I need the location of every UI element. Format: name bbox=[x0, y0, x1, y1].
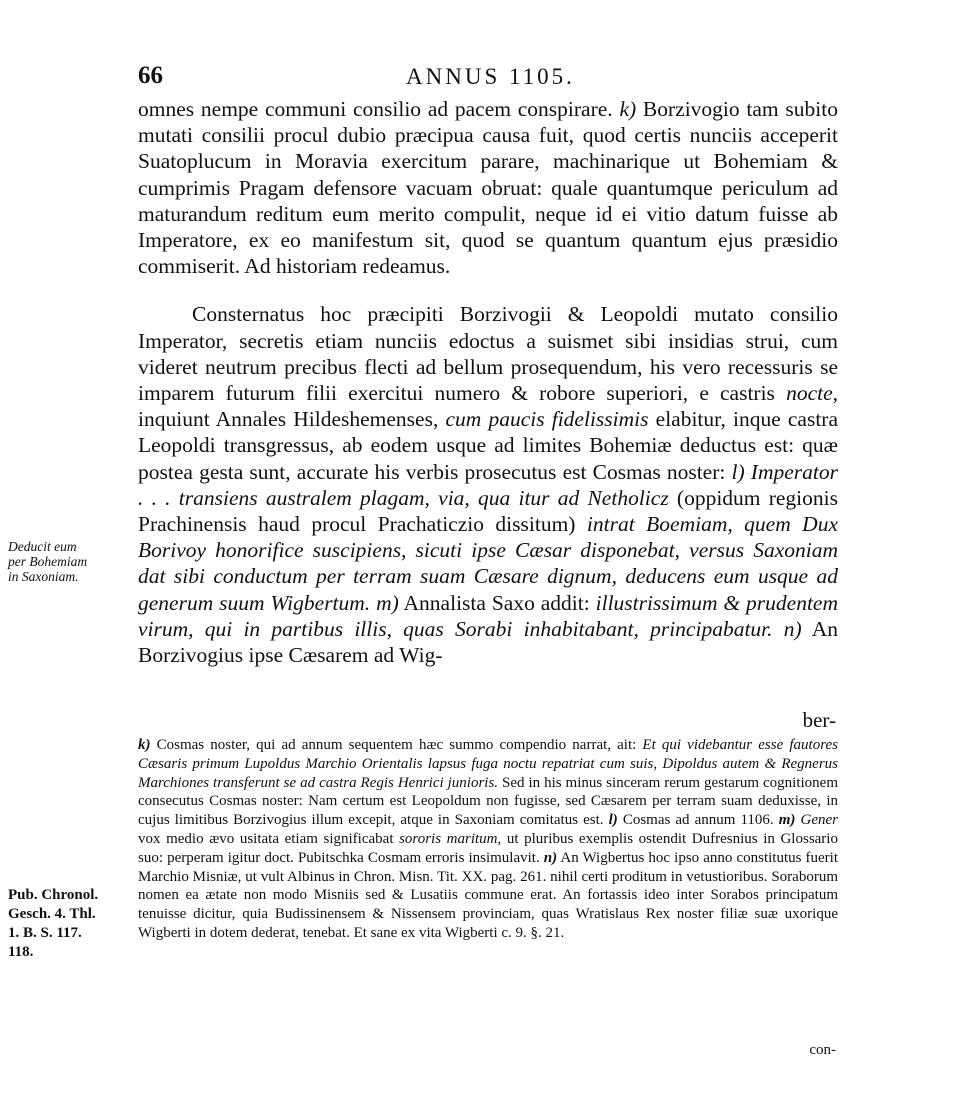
quote-cosmas-2: intrat Boemiam, quem Dux Borivoy honorifice suscipiens, sicuti ipse Cæsar disponebat, versus Saxoniam dat sibi conductum per terram suam Cæsare dignum, deducens eum usque ad generum suum Wigbertum. bbox=[138, 512, 838, 615]
paragraph-1 bbox=[138, 96, 838, 279]
paragraph-1-text: omnes nempe communi consilio ad pacem conspirare. bbox=[138, 97, 620, 121]
margin-note bbox=[8, 539, 130, 584]
footnote-ref-n: n) bbox=[772, 616, 802, 641]
paragraph-2-text-2: inquiunt Annales Hildeshemenses, bbox=[138, 407, 446, 432]
footnote-ref-m: m) bbox=[370, 590, 399, 615]
footnotes-text bbox=[138, 736, 838, 943]
quote-annales-1: nocte, bbox=[786, 381, 838, 406]
footnote-m-text-2: , ut pluribus exemplis ostendit Dufresnius in Glossario suo: perperam igitur doct. Pubitschka Cosmam erroris insimulavit. bbox=[138, 830, 838, 866]
footnote-m-text: vox medio ævo usitata etiam significabat bbox=[138, 830, 400, 847]
footnote-k-text-2: Sed in his minus sinceram rerum gestarum cognitionem consecutus Cosmas noster: Nam certum est Leopoldum non fugisse, sed Cæsarem per terram suam deduxisse, in cujus limitibus Borzivogius illum excepit, atque in Saxoniam comitatus est. bbox=[138, 774, 838, 829]
main-catchword: ber- bbox=[802, 708, 836, 732]
footnote-catchword: con- bbox=[809, 1042, 836, 1058]
footnote-ref-k: k) bbox=[619, 97, 637, 121]
footnote-mark-n: n) bbox=[539, 849, 558, 866]
page-header bbox=[138, 62, 838, 94]
paragraph-2 bbox=[138, 301, 838, 668]
footnote-k-text: Cosmas noster, qui ad annum sequentem hæc summo compendio narrat, ait: bbox=[150, 737, 643, 753]
margin-reference-line: Pub. Chronol. bbox=[8, 887, 99, 903]
margin-reference bbox=[8, 886, 130, 962]
paragraph-2-text-6: An Borzivogius ipse Cæsarem ad Wig- bbox=[138, 616, 838, 668]
footnote-ref-l: l) bbox=[731, 459, 745, 484]
main-text bbox=[138, 96, 838, 668]
margin-reference-line: 1. B. S. 117. bbox=[8, 925, 82, 941]
quote-annales-2: cum paucis fidelissimis bbox=[445, 407, 649, 432]
page-number: 66 bbox=[138, 62, 163, 89]
footnote-m-term: Gener bbox=[795, 812, 838, 829]
paragraph-1-text-cont: Borzivogio tam subito mutati consilii procul dubio præcipua causa fuit, quod certis nunciis acceperit Suatoplucum in Moravia exercitum parare, machinarique ut Bohemiam & cumprimis Pragam defensore vacuam obruat: quale quantumque periculum ad maturandum reditum eum merito compulit, neque id ei vitio datum fuisse ab Imperatore, ex eo manifestum sit, quod se quantum quantum ejus præsidio commiserit. Ad historiam redeamus. bbox=[138, 97, 838, 279]
footnote-k-quote: Et qui videbantur esse fautores Cæsaris primum Lupoldus Marchio Orientalis lapsus fuga noctu repatriat cum suis, Dipoldus autem & Regnerus Marchiones transferunt se ad castra Regis Henrici junioris. bbox=[138, 737, 838, 791]
footnote-l-text: Cosmas ad annum 1106. bbox=[617, 812, 774, 829]
running-title: ANNUS 1105. bbox=[406, 64, 575, 89]
footnotes bbox=[138, 736, 838, 943]
footnote-n-text: An Wigbertus hoc ipso anno constitutus fuerit Marchio Misniæ, ut vult Albinus in Chron. Misn. Tit. XX. pag. 261. nihil certi proditum in vetustioribus. Soraborum nomen ea ætate non modo Misniis sed & Lusatiis commune erat. An fortassis ideo inter Sorabos principatum tenuisse dicitur, quia Budissinensem & Nissensem provinciam, quas Wratislaus Rex noster filiæ suæ uxorique Wigberti in dotem dederat, tenebat. Et sane ex vita Wigberti c. 9. §. 21. bbox=[138, 849, 838, 941]
footnote-mark-l: l) bbox=[603, 812, 618, 829]
quote-cosmas-1: Imperator . . . transiens australem plagam, via, qua itur ad Netholicz bbox=[138, 459, 838, 510]
paragraph-2-text-5: Annalista Saxo addit: bbox=[398, 590, 596, 615]
footnote-m-quote: sororis maritum bbox=[399, 830, 498, 847]
paragraph-2-text-4: (oppidum regionis Prachinensis haud procul Prachaticzio dissitum) bbox=[138, 485, 838, 537]
margin-note-line: Deducit eum bbox=[8, 539, 77, 554]
margin-note-line: in Saxoniam. bbox=[8, 569, 79, 584]
margin-note-line: per Bohemiam bbox=[8, 554, 88, 569]
paragraph-2-text: Consternatus hoc præcipiti Borzivogii & Leopoldi mutato consilio Imperator, secretis etiam nunciis edoctus a suismet sibi insidias strui, cum videret neutrum precibus flecti ad bellum prosequendum, his vero recessuris se imparem futurum filii exercitui numero & robore superiori, e castris bbox=[138, 302, 838, 406]
margin-reference-line: Gesch. 4. Thl. bbox=[8, 906, 96, 922]
footnote-mark-k: k) bbox=[138, 737, 151, 753]
quote-annalista: illustrissimum & prudentem virum, qui in partibus illis, quas Sorabi inhabitabant, principabatur. bbox=[138, 590, 839, 641]
margin-reference-line: 118. bbox=[8, 944, 34, 960]
footnote-mark-m: m) bbox=[773, 812, 796, 829]
paragraph-2-text-3: elabitur, inque castra Leopoldi transgressus, ab eodem usque ad limites Bohemiæ deductus est: quæ postea gesta sunt, accurate his verbis prosecutus est Cosmas noster: bbox=[138, 407, 839, 484]
